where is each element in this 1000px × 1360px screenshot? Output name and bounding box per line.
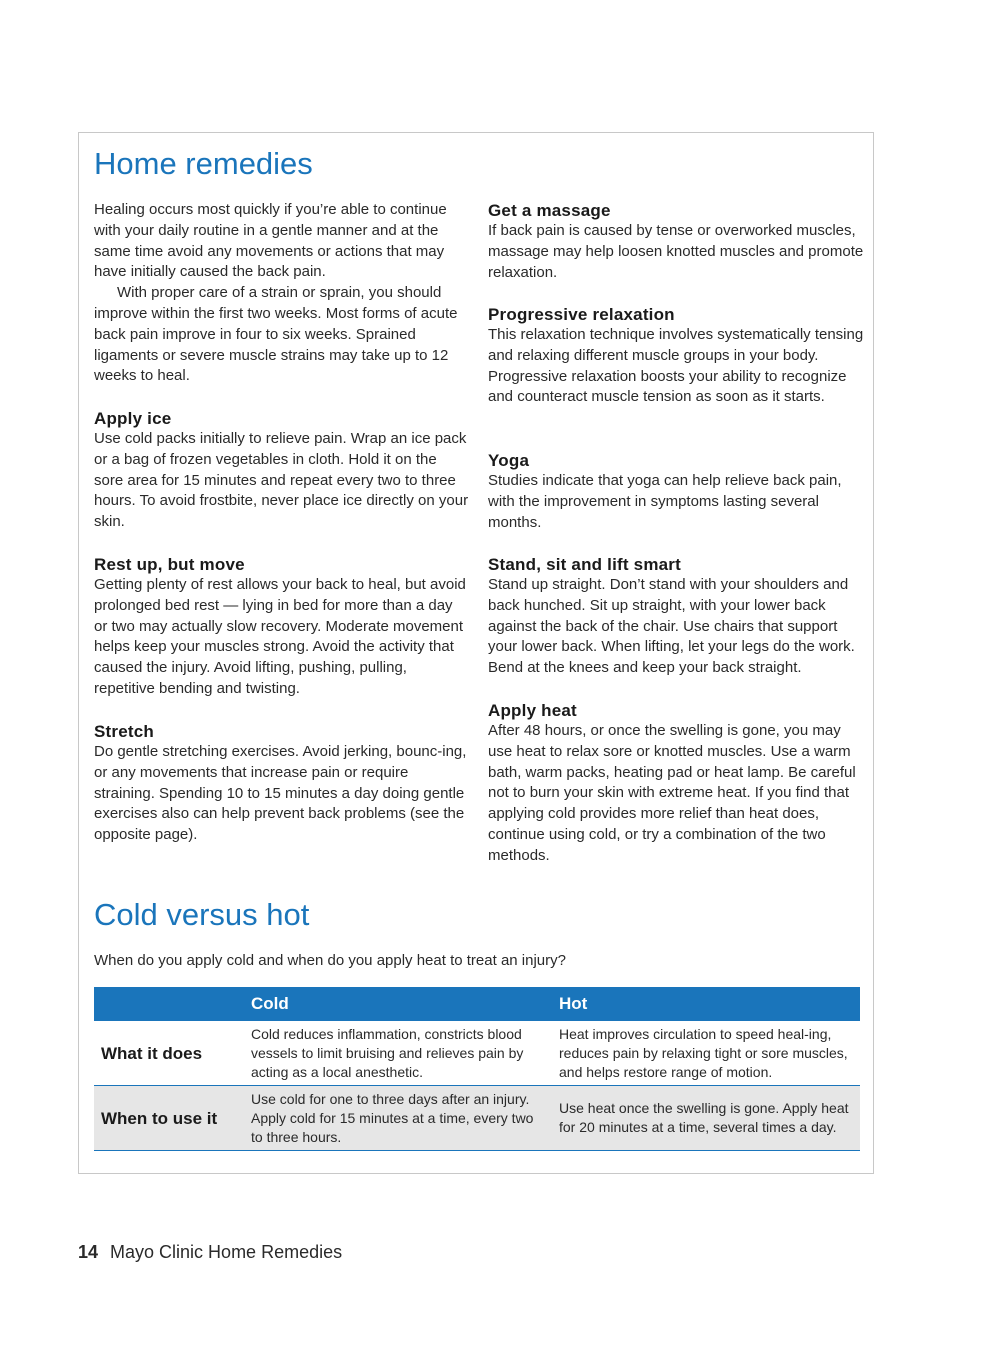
remedy-heading: Stretch (94, 722, 154, 741)
remedy-body: If back pain is caused by tense or overworked muscles, massage may help loosen knotted muscles and promote relaxation. (488, 222, 864, 281)
remedy-body: Do gentle stretching exercises. Avoid jerking, bounc-ing, or any movements that increase pain or require straining. Spending 10 to 15 minutes a day doing gentle exercises also can help prevent back problems (see the opposite page). (94, 743, 467, 844)
remedy-massage (488, 200, 864, 283)
remedy-progressive-relaxation (488, 304, 864, 408)
remedy-heading: Stand, sit and lift smart (488, 555, 681, 574)
remedy-heading: Rest up, but move (94, 555, 245, 574)
remedy-heading: Apply ice (94, 409, 172, 428)
remedy-heading: Yoga (488, 451, 530, 470)
table-row (94, 1021, 860, 1086)
page-footer (78, 1242, 342, 1263)
left-column (94, 200, 470, 860)
remedy-body: This relaxation technique involves systematically tensing and relaxing different muscle groups in your body. Progressive relaxation boosts your ability to recognize and counteract muscle tension as soon as it starts. (488, 326, 864, 406)
section-title-cold-versus-hot: Cold versus hot (94, 897, 310, 932)
remedy-body: Studies indicate that yoga can help relieve back pain, with the improvement in symptoms lasting several months. (488, 472, 842, 531)
remedy-apply-ice (94, 408, 470, 533)
remedy-apply-heat (488, 700, 864, 867)
intro-paragraph-2: With proper care of a strain or sprain, you should improve within the first two weeks. Most forms of acute back pain improve in four to six weeks. Sprained ligaments or severe muscle strains may take up to 12 weeks to heal. (94, 284, 458, 385)
remedy-heading: Get a massage (488, 201, 611, 220)
cell-hot: Use heat once the swelling is gone. Apply heat for 20 minutes at a time, several times a day. (552, 1086, 860, 1151)
section-title-home-remedies: Home remedies (94, 146, 313, 181)
table-header-row (94, 987, 860, 1021)
remedy-stretch (94, 721, 470, 846)
table-row (94, 1086, 860, 1151)
remedy-heading: Apply heat (488, 701, 577, 720)
cold-versus-hot-table (94, 987, 860, 1151)
table-header-cold: Cold (244, 987, 552, 1021)
remedy-yoga (488, 450, 864, 533)
remedy-body: Use cold packs initially to relieve pain. Wrap an ice pack or a bag of frozen vegetables in cloth. Hold it on the sore area for 15 minutes and repeat every two to three hours. To avoid frostbite, never place ice directly on your skin. (94, 430, 469, 531)
remedy-heading: Progressive relaxation (488, 305, 675, 324)
cell-cold: Cold reduces inflammation, constricts blood vessels to limit bruising and relieves pain by acting as a local anesthetic. (244, 1021, 552, 1086)
table-header-hot: Hot (552, 987, 860, 1021)
book-title: Mayo Clinic Home Remedies (110, 1242, 343, 1262)
cell-cold: Use cold for one to three days after an injury. Apply cold for 15 minutes at a time, every two to three hours. (244, 1086, 552, 1151)
cell-hot: Heat improves circulation to speed heal-ing, reduces pain by relaxing tight or sore muscles, and helps restore range of motion. (552, 1021, 860, 1086)
page-number: 14 (78, 1242, 99, 1262)
cold-versus-hot-question: When do you apply cold and when do you apply heat to treat an injury? (94, 952, 566, 969)
right-column (488, 200, 864, 880)
remedy-body: After 48 hours, or once the swelling is gone, you may use heat to relax sore or knotted muscles. Use a warm bath, warm packs, heating pad or heat lamp. Be careful not to burn your skin with extreme heat. If you find that applying cold provides more relief than heat does, continue using cold, or try a combination of the two methods. (488, 722, 856, 864)
remedy-rest-up (94, 554, 470, 700)
row-label-what-it-does: What it does (94, 1021, 244, 1086)
remedy-stand-sit-lift (488, 554, 864, 679)
remedy-body: Stand up straight. Don’t stand with your shoulders and back hunched. Sit up straight, with your lower back against the back of the chair. Use chairs that support your lower back. When lifting, let your legs do the work. Bend at the knees and keep your back straight. (488, 576, 855, 677)
row-label-when-to-use-it: When to use it (94, 1086, 244, 1151)
table-header-empty (94, 987, 244, 1021)
remedy-body: Getting plenty of rest allows your back to heal, but avoid prolonged bed rest — lying in bed for more than a day or two may actually slow recovery. Moderate movement helps keep your muscles strong. Avoid the activity that caused the injury. Avoid lifting, pushing, pulling, repetitive bending and twisting. (94, 576, 466, 697)
intro-paragraph-1: Healing occurs most quickly if you’re able to continue with your daily routine in a gentle manner and at the same time avoid any movements or actions that may have initially caused the back pain. (94, 201, 447, 281)
